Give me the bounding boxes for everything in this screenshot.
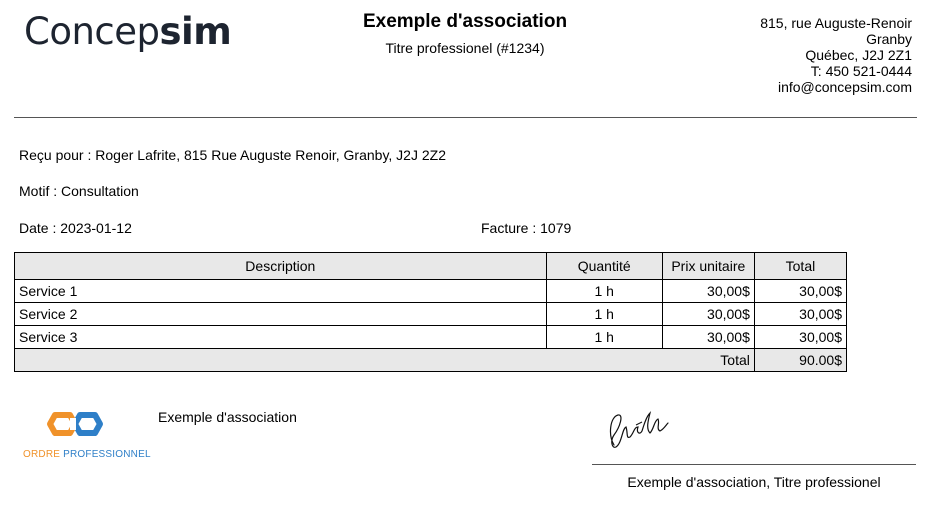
org-logo-word-professionnel: PROFESSIONNEL [63, 449, 151, 460]
document-title: Exemple d'association [362, 11, 568, 32]
column-header-prix-unitaire: Prix unitaire [662, 253, 754, 280]
cell-quantite: 1 h [546, 303, 662, 326]
column-header-quantite: Quantité [546, 253, 662, 280]
address-line: Granby [866, 31, 912, 47]
association-name: Exemple d'association [158, 409, 297, 425]
column-header-total: Total [754, 253, 846, 280]
logo-text-light: Concep [24, 10, 160, 53]
cell-prix: 30,00$ [662, 280, 754, 303]
facture-line: Facture : 1079 [481, 220, 572, 236]
cell-description: Service 2 [15, 303, 547, 326]
total-label: Total [15, 349, 755, 372]
company-address [760, 15, 912, 95]
address-line: 815, rue Auguste-Renoir [760, 15, 912, 31]
table-row [15, 280, 847, 303]
header-divider [14, 117, 917, 118]
recu-pour-line: Reçu pour : Roger Lafrite, 815 Rue Auguste Renoir, Granby, J2J 2Z2 [19, 147, 446, 163]
column-header-description: Description [15, 253, 547, 280]
cell-description: Service 3 [15, 326, 547, 349]
address-line: Québec, J2J 2Z1 [805, 47, 912, 63]
table-header-row [15, 253, 847, 280]
logo-text-bold: sim [159, 10, 232, 53]
total-value: 90.00$ [754, 349, 846, 372]
table-row [15, 326, 847, 349]
table-row [15, 303, 847, 326]
email-line: info@concepsim.com [777, 79, 912, 95]
cell-prix: 30,00$ [662, 303, 754, 326]
cell-prix: 30,00$ [662, 326, 754, 349]
cell-description: Service 1 [15, 280, 547, 303]
date-line: Date : 2023-01-12 [19, 220, 132, 236]
document-subtitle: Titre professionel (#1234) [385, 40, 545, 56]
signature-caption: Exemple d'association, Titre professionel [627, 474, 881, 490]
cell-quantite: 1 h [546, 326, 662, 349]
phone-line: T: 450 521-0444 [810, 63, 912, 79]
motif-line: Motif : Consultation [19, 183, 139, 199]
signature-line [592, 464, 916, 465]
cell-quantite: 1 h [546, 280, 662, 303]
org-logo-word-ordre: ORDRE [23, 449, 61, 460]
concepsim-logo [24, 10, 231, 53]
items-table [14, 252, 847, 372]
cell-total: 30,00$ [754, 280, 846, 303]
org-logo-text [23, 449, 151, 460]
signature-icon [600, 405, 680, 455]
cell-total: 30,00$ [754, 303, 846, 326]
table-total-row [15, 349, 847, 372]
cell-total: 30,00$ [754, 326, 846, 349]
